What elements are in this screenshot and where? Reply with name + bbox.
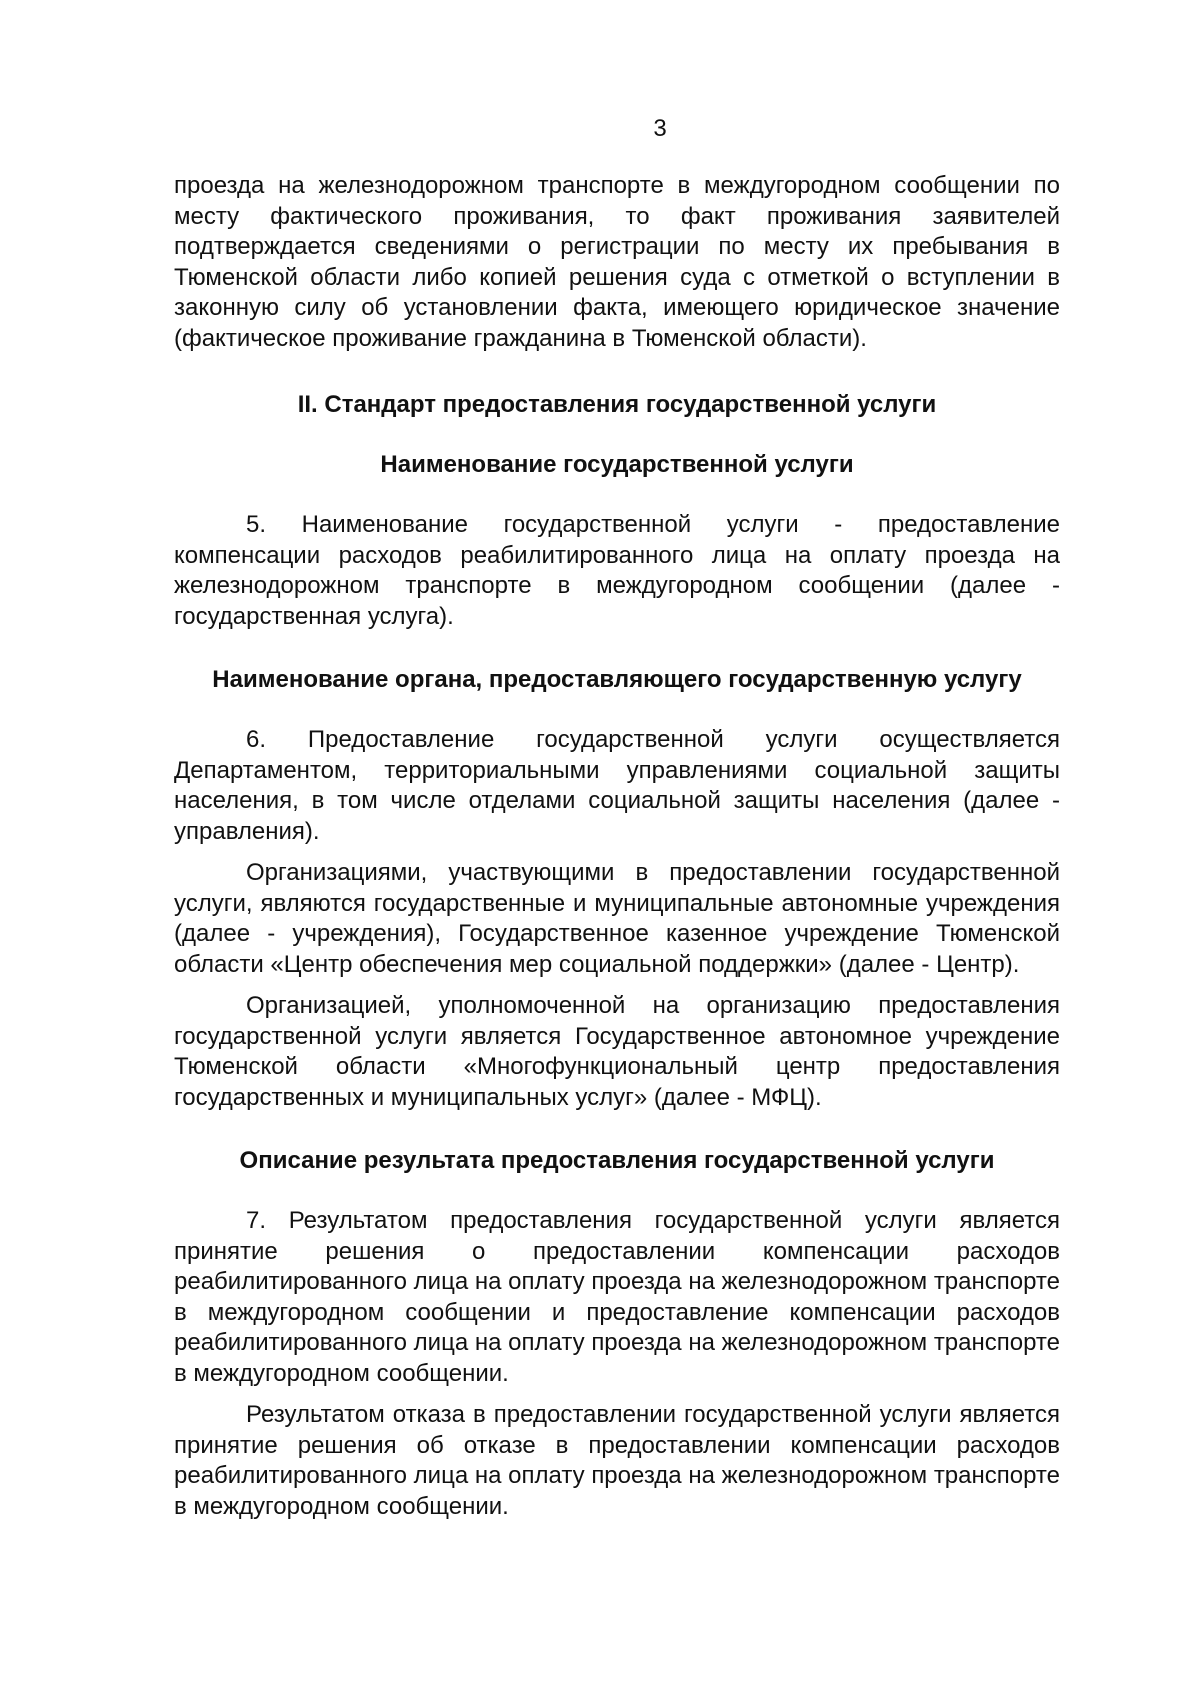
page-number: 3 xyxy=(653,115,667,142)
paragraph-7-refusal: Результатом отказа в предоставлении государственной услуги является принятие решения об отказе в предоставлении компенсации расходов реабилитированного лица на оплату проезда на железнодорожном транспорте в междугородном сообщении. xyxy=(174,1401,1060,1520)
paragraph-6: 6. Предоставление государственной услуги осуществляется Департаментом, территориальными управлениями социальной защиты населения, в том числе отделами социальной защиты населения (далее - управления). xyxy=(174,726,1060,845)
document-body xyxy=(174,0,1060,1522)
paragraph-6-mfc: Организацией, уполномоченной на организацию предоставления государственной услуги является Государственное автономное учреждение Тюменской области «Многофункциональный центр предоставления государственных и муниципальных услуг» (далее - МФЦ). xyxy=(174,992,1060,1111)
paragraph-5: 5. Наименование государственной услуги - предоставление компенсации расходов реабилитированного лица на оплату проезда на железнодорожном транспорте в междугородном сообщении (далее - государственная услуга). xyxy=(174,511,1060,630)
heading-result: Описание результата предоставления государственной услуги xyxy=(239,1147,995,1174)
continuation-paragraph: проезда на железнодорожном транспорте в междугородном сообщении по месту фактического проживания, то факт проживания заявителей подтверждается сведениями о регистрации по месту их пребывания в Тюменской области либо копией решения суда с отметкой о вступлении в законную силу об установлении факта, имеющего юридическое значение (фактическое проживание гражданина в Тюменской области). xyxy=(174,172,1060,352)
paragraph-6-participants: Организациями, участвующими в предоставлении государственной услуги, являются государственные и муниципальные автономные учреждения (далее - учреждения), Государственное казенное учреждение Тюменской области «Центр обеспечения мер социальной поддержки» (далее - Центр). xyxy=(174,859,1060,978)
heading-service-name: Наименование государственной услуги xyxy=(380,451,854,478)
paragraph-7: 7. Результатом предоставления государственной услуги является принятие решения о предоставлении компенсации расходов реабилитированного лица на оплату проезда на железнодорожном транспорте в междугородном сообщении и предоставление компенсации расходов реабилитированного лица на оплату проезда на железнодорожном транспорте в междугородном сообщении. xyxy=(174,1207,1060,1387)
section-title: II. Стандарт предоставления государственной услуги xyxy=(297,391,937,418)
heading-authority: Наименование органа, предоставляющего государственную услугу xyxy=(212,666,1022,693)
